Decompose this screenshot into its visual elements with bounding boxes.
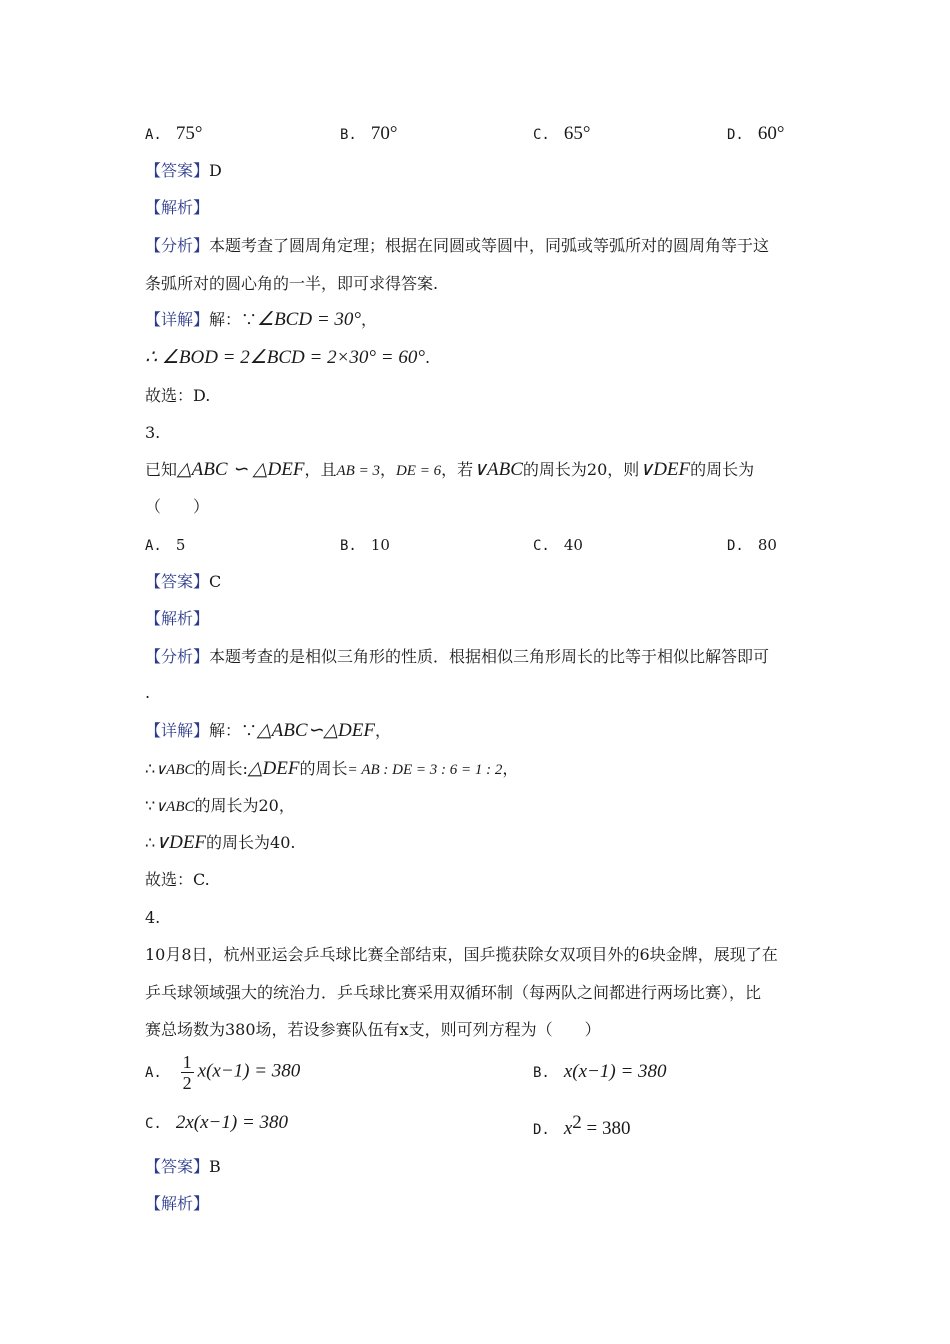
q4-option-b: B. x(x−1) = 380 — [533, 1061, 667, 1082]
q3-number: 3. — [145, 423, 161, 442]
q3-detail-line-2: ∴∨ABC的周长:△DEF的周长= AB : DE = 3 : 6 = 1 : 2， — [145, 758, 519, 779]
q4-answer: 【答案】B — [145, 1157, 221, 1176]
q3-analysis-line-1: 【分析】本题考查的是相似三角形的性质．根据相似三角形周长的比等于相似比解答即可 — [145, 647, 770, 666]
q2-choose: 故选：D. — [145, 386, 211, 405]
q3-detail-line-1: 【详解】解：∵△ABC∽△DEF， — [145, 720, 392, 741]
q4-option-a: A. $\frac{1}{2}$ x(x−1) = 380 — [145, 1052, 301, 1093]
q3-stem-line-1: 已知△ABC ∽ △DEF，且AB = 3，DE = 6，若∨ABC的周长为20，则∨DEF的周长为 — [145, 459, 755, 480]
q3-explain-heading: 【解析】 — [145, 609, 210, 628]
q2-detail-line-1: 【详解】解：∵∠BCD = 30°， — [145, 309, 377, 330]
q4-option-c: C. 2x(x−1) = 380 — [145, 1112, 289, 1133]
q3-analysis-line-2: . — [145, 683, 151, 702]
q3-answer: 【答案】C — [145, 572, 222, 591]
q2-detail-line-2: ∴ ∠BOD = 2∠BCD = 2×30° = 60°. — [145, 347, 431, 368]
q3-option-d: D. 80 — [727, 536, 777, 554]
q4-number: 4. — [145, 908, 161, 927]
q4-option-d: D. $x^2 = 380$ — [533, 1112, 631, 1139]
one-half-fraction: $\frac{1}{2}$ — [182, 1052, 192, 1093]
q3-option-a: A. 5 — [145, 536, 186, 554]
q2-analysis-line-1: 【分析】本题考查了圆周角定理；根据在同圆或等圆中，同弧或等弧所对的圆周角等于这 — [145, 236, 770, 255]
q4-stem-line-2: 乒乓球领域强大的统治力．乒乓球比赛采用双循环制（每两队之间都进行两场比赛），比 — [145, 983, 762, 1002]
q3-choose: 故选：C. — [145, 870, 210, 889]
q2-option-a: A. 75° — [145, 123, 203, 144]
q4-stem-line-3: 赛总场数为380场，若设参赛队伍有x支，则可列方程为（ ） — [145, 1020, 601, 1039]
q2-option-c: C. 65° — [533, 123, 591, 144]
q4-stem-line-1: 10月8日，杭州亚运会乒乓球比赛全部结束，国乒揽获除女双项目外的6块金牌，展现了在 — [145, 945, 778, 964]
q2-answer: 【答案】D — [145, 161, 222, 180]
q3-option-c: C. 40 — [533, 536, 583, 554]
q3-detail-line-4: ∴∨DEF的周长为40. — [145, 832, 296, 853]
q2-option-b: B. 70° — [340, 123, 398, 144]
q2-analysis-line-2: 条弧所对的圆心角的一半，即可求得答案. — [145, 274, 439, 293]
q3-stem-line-2: （ ） — [145, 497, 210, 516]
q2-explain-heading: 【解析】 — [145, 198, 210, 217]
q3-option-b: B. 10 — [340, 536, 390, 554]
q3-detail-line-3: ∵∨ABC的周长为20， — [145, 796, 295, 815]
q2-option-d: D. 60° — [727, 123, 785, 144]
q4-explain-heading: 【解析】 — [145, 1194, 210, 1213]
